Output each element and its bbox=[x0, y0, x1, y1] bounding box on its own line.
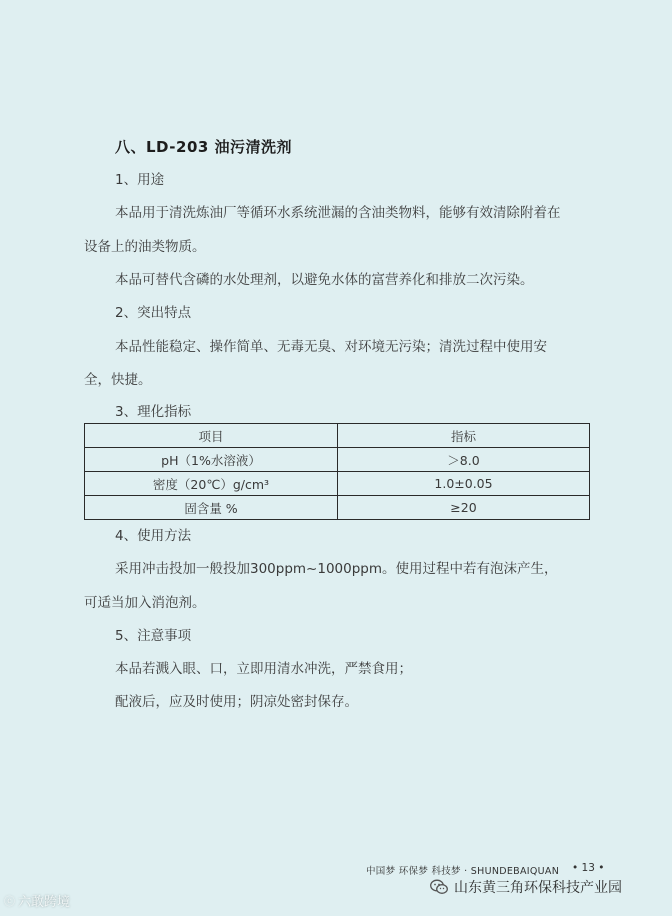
wechat-account bbox=[430, 877, 622, 897]
notes-line-1: 本品若溅入眼、口，立即用清水冲洗，严禁食用； bbox=[115, 661, 412, 677]
table-row bbox=[85, 448, 590, 472]
subsection-title-method: 4、使用方法 bbox=[115, 528, 192, 544]
usage-line-2: 设备上的油类物质。 bbox=[84, 239, 206, 255]
subsection-title-specs: 3、理化指标 bbox=[115, 404, 192, 420]
method-line-2: 可适当加入消泡剂。 bbox=[84, 595, 206, 611]
table-cell: 固含量 % bbox=[85, 496, 338, 520]
watermark-text: 六敢跨境 bbox=[18, 895, 71, 910]
features-line-2: 全，快捷。 bbox=[84, 372, 152, 388]
usage-line-3: 本品可替代含磷的水处理剂，以避免水体的富营养化和排放二次污染。 bbox=[115, 272, 534, 288]
subsection-title-notes: 5、注意事项 bbox=[115, 628, 192, 644]
table-cell: ＞8.0 bbox=[338, 448, 590, 472]
table-cell: 密度（20℃）g/cm³ bbox=[85, 472, 338, 496]
subsection-title-usage: 1、用途 bbox=[115, 172, 165, 188]
table-row bbox=[85, 472, 590, 496]
footer-slogan: 中国梦 环保梦 科技梦 · SHUNDEBAIQUAN bbox=[366, 866, 560, 877]
table-cell: pH（1%水溶液） bbox=[85, 448, 338, 472]
table-header-row bbox=[85, 424, 590, 448]
wechat-account-name: 山东黄三角环保科技产业园 bbox=[454, 880, 622, 896]
usage-line-1: 本品用于清洗炼油厂等循环水系统泄漏的含油类物料，能够有效清除附着在 bbox=[115, 205, 561, 221]
table-cell: 1.0±0.05 bbox=[338, 472, 590, 496]
table-row bbox=[85, 496, 590, 520]
specs-table bbox=[84, 423, 590, 520]
table-header-value: 指标 bbox=[338, 424, 590, 448]
watermark-logo-icon: ⓒ bbox=[4, 894, 15, 908]
wechat-icon bbox=[430, 879, 448, 895]
subsection-title-features: 2、突出特点 bbox=[115, 305, 192, 321]
page-number: • 13 • bbox=[572, 862, 605, 874]
features-line-1: 本品性能稳定、操作简单、无毒无臭、对环境无污染；清洗过程中使用安 bbox=[115, 339, 547, 355]
watermark bbox=[4, 891, 70, 910]
notes-line-2: 配液后，应及时使用；阴凉处密封保存。 bbox=[115, 694, 358, 710]
method-line-1: 采用冲击投加一般投加300ppm~1000ppm。使用过程中若有泡沫产生， bbox=[115, 561, 558, 577]
section-heading: 八、LD-203 油污清洗剂 bbox=[115, 138, 293, 156]
table-cell: ≥20 bbox=[338, 496, 590, 520]
table-header-item: 项目 bbox=[85, 424, 338, 448]
